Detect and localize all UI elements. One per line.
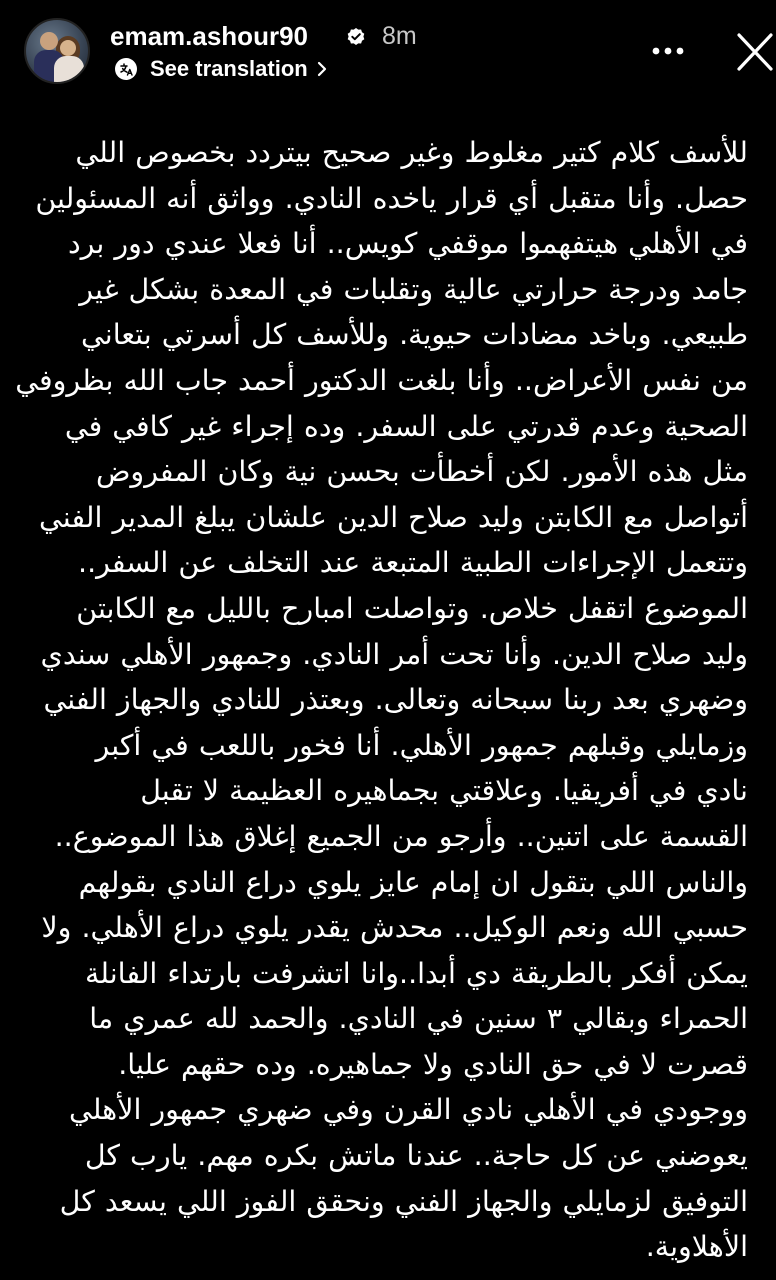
story-line: قصرت لا في حق النادي ولا جماهيره. وده حقهم عليا. <box>118 1047 748 1081</box>
story-line: مثل هذه الأمور. لكن أخطأت بحسن نية وكان المفروض <box>95 455 748 489</box>
story-line: الصحية وعدم قدرتي على السفر. وده إجراء غير كافي في <box>64 409 748 443</box>
story-line: الموضوع اتقفل خلاص. وتواصلت امبارح بالليل مع الكابتن <box>76 591 748 625</box>
see-translation-label: See translation <box>150 56 308 81</box>
story-line: القسمة على اتنين.. وأرجو من الجميع إغلاق هذا الموضوع.. <box>54 819 748 853</box>
story-line: يمكن أفكر بالطريقة دي أبدا..وانا اتشرفت بارتداء الفانلة <box>85 956 748 990</box>
story-line: وتتعمل الإجراءات الطبية المتبعة عند التخلف عن السفر.. <box>78 546 748 580</box>
story-line: للأسف كلام كتير مغلوط وغير صحيح بيتردد بخصوص اللي <box>75 136 748 169</box>
story-line: طبيعي. وباخد مضادات حيوية. وللأسف كل أسرتي بتعاني <box>81 318 748 352</box>
story-line: الحمراء وبقالي ٣ سنين في النادي. والحمد لله عمري ما <box>89 1002 748 1036</box>
story-line: والناس اللي بتقول ان إمام عايز يلوي دراع النادي بقولهم <box>78 865 748 899</box>
chevron-right-icon <box>316 60 328 78</box>
story-line: التوفيق لزمايلي والجهاز الفني ونحقق الفوز اللي يسعد كل <box>59 1184 748 1218</box>
story-text <box>15 130 748 1270</box>
translate-icon <box>114 57 138 81</box>
story-line: وزمايلي وقبلهم جمهور الأهلي. أنا فخور باللعب في أكبر <box>95 728 748 762</box>
avatar-photo-person-2 <box>60 40 76 56</box>
story-line: في الأهلي هيتفهموا موقفي كويس.. أنا فعلا عندي دور برد <box>67 227 748 261</box>
profile-avatar[interactable] <box>24 18 90 84</box>
story-line: حصل. وأنا متقبل أي قرار ياخده النادي. وواثق أنه المسئولين <box>35 181 748 215</box>
avatar-photo-person-1 <box>40 32 58 50</box>
story-line: وليد صلاح الدين. وأنا تحت أمر النادي. وجمهور الأهلي سندي <box>40 637 748 671</box>
story-line: وضهري بعد ربنا سبحانه وتعالى. وبعتذر للنادي والجهاز الفني <box>43 683 748 717</box>
see-translation-button[interactable] <box>114 54 328 84</box>
story-line: نادي في أفريقيا. وعلاقتي بجماهيره العظيمة لا تقبل <box>140 774 748 808</box>
story-line: حسبي الله ونعم الوكيل.. محدش يقدر يلوي دراع الأهلي. ولا <box>41 911 748 945</box>
story-line: جامد ودرجة حرارتي عالية وتقلبات في المعدة بشكل غير <box>79 272 748 306</box>
story-line: يعوضني عن كل حاجة.. عندنا ماتش بكره مهم. يارب كل <box>84 1139 748 1173</box>
avatar-photo-person-2-body <box>54 56 84 84</box>
verified-badge-icon <box>346 27 366 47</box>
story-header <box>0 0 776 100</box>
more-icon[interactable] <box>644 34 692 68</box>
story-line: أتواصل مع الكابتن وليد صلاح الدين علشان يبلغ المدير الفني <box>39 500 748 534</box>
username[interactable]: emam.ashour90 <box>110 21 308 51</box>
story-line: من نفس الأعراض.. وأنا بلغت الدكتور أحمد جاب الله بظروفي <box>15 363 748 397</box>
story-line: ووجودي في الأهلي نادي القرن وفي ضهري جمهور الأهلي <box>68 1093 748 1127</box>
close-icon[interactable] <box>734 30 776 74</box>
story-line: الأهلاوية. <box>645 1230 748 1264</box>
post-time: 8m <box>382 22 417 50</box>
